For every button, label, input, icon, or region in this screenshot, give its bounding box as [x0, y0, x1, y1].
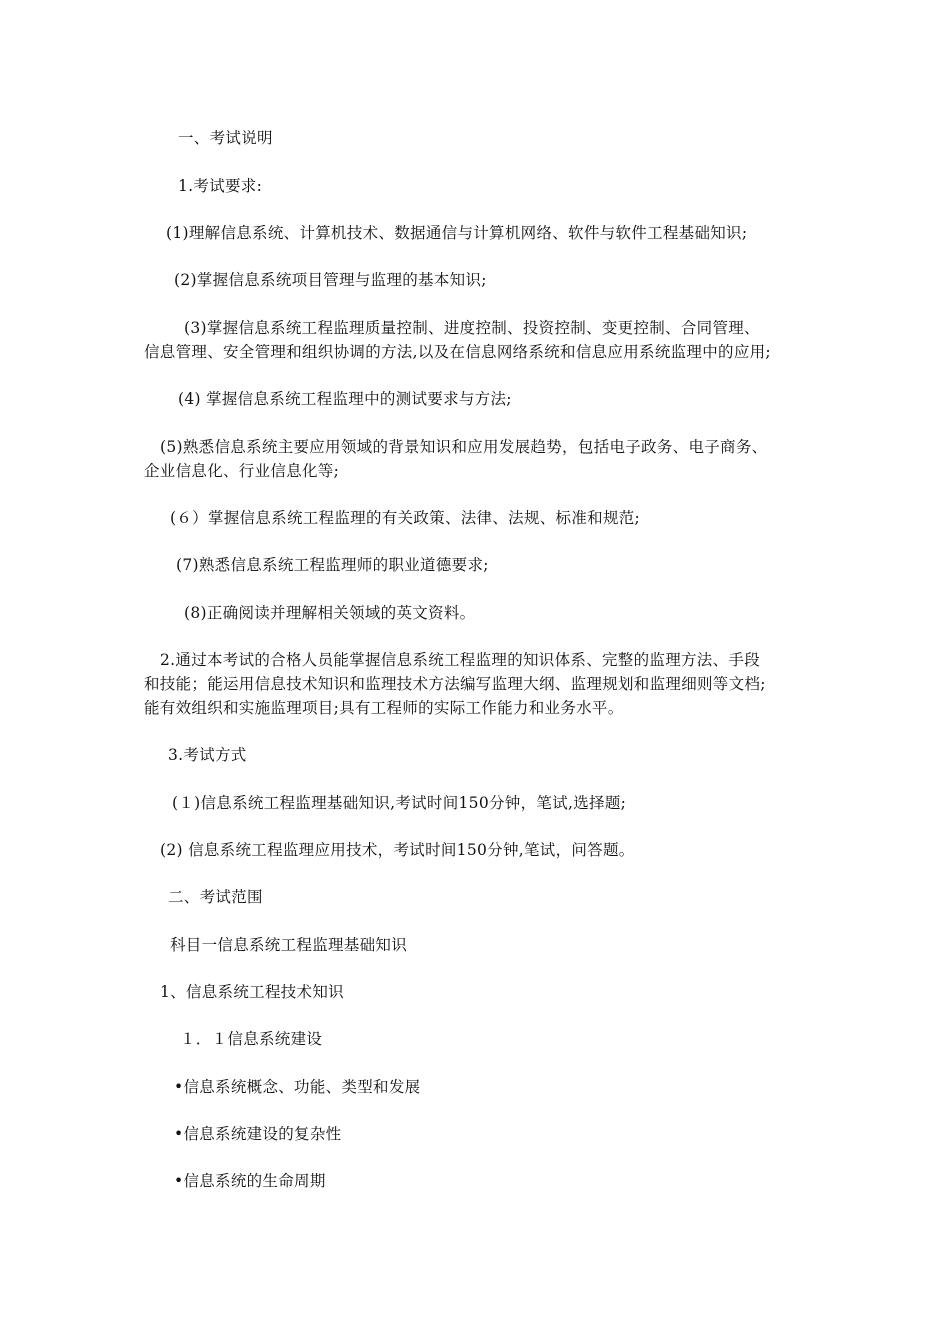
requirement-item-7: (7)熟悉信息系统工程监理师的职业道德要求;	[176, 556, 489, 574]
exam-method-item-1: (１)信息系统工程监理基础知识,考试时间150分钟，笔试,选择题;	[172, 794, 627, 812]
subheading-exam-method: 3.考试方式	[168, 746, 247, 764]
requirement-item-4: (4) 掌握信息系统工程监理中的测试要求与方法;	[178, 390, 512, 408]
requirement-item-5-line-2: 企业信息化、行业信息化等;	[144, 462, 340, 480]
requirement-item-6: (６）掌握信息系统工程监理的有关政策、法律、法规、标准和规范;	[170, 509, 641, 527]
qualification-paragraph-line-3: 能有效组织和实施监理项目;具有工程师的实际工作能力和业务水平。	[144, 699, 624, 717]
requirement-item-8: (8)正确阅读并理解相关领域的英文资料。	[184, 604, 476, 622]
requirement-item-3-line-2: 信息管理、安全管理和组织协调的方法,以及在信息网络系统和信息应用系统监理中的应用;	[144, 343, 771, 361]
subheading-exam-requirements: 1.考试要求:	[178, 177, 263, 195]
bullet-item-life-cycle: •信息系统的生命周期	[174, 1172, 326, 1190]
requirement-item-2: (2)掌握信息系统项目管理与监理的基本知识;	[174, 271, 487, 289]
requirement-item-1: (1)理解信息系统、计算机技术、数据通信与计算机网络、软件与软件工程基础知识;	[166, 224, 748, 242]
bullet-item-construction-complexity: •信息系统建设的复杂性	[174, 1125, 342, 1143]
requirement-item-3-line-1: (3)掌握信息系统工程监理质量控制、进度控制、投资控制、变更控制、合同管理、	[184, 319, 760, 337]
subtopic-heading-system-construction: １．１信息系统建设	[180, 1030, 323, 1048]
topic-heading-engineering-knowledge: 1、信息系统工程技术知识	[160, 983, 344, 1001]
subject-one-heading: 科目一信息系统工程监理基础知识	[170, 936, 408, 954]
section-heading-exam-description: 一、考试说明	[178, 129, 273, 147]
exam-method-item-2: (2) 信息系统工程监理应用技术，考试时间150分钟,笔试，问答题。	[160, 841, 635, 859]
qualification-paragraph-line-2: 和技能；能运用信息技术知识和监理技术方法编写监理大纲、监理规划和监理细则等文档;	[144, 675, 766, 693]
qualification-paragraph-line-1: 2.通过本考试的合格人员能掌握信息系统工程监理的知识体系、完整的监理方法、手段	[160, 651, 760, 669]
requirement-item-5-line-1: (5)熟悉信息系统主要应用领域的背景知识和应用发展趋势，包括电子政务、电子商务、	[160, 438, 768, 456]
section-heading-exam-scope: 二、考试范围	[168, 888, 263, 906]
bullet-item-system-concepts: •信息系统概念、功能、类型和发展	[174, 1078, 421, 1096]
